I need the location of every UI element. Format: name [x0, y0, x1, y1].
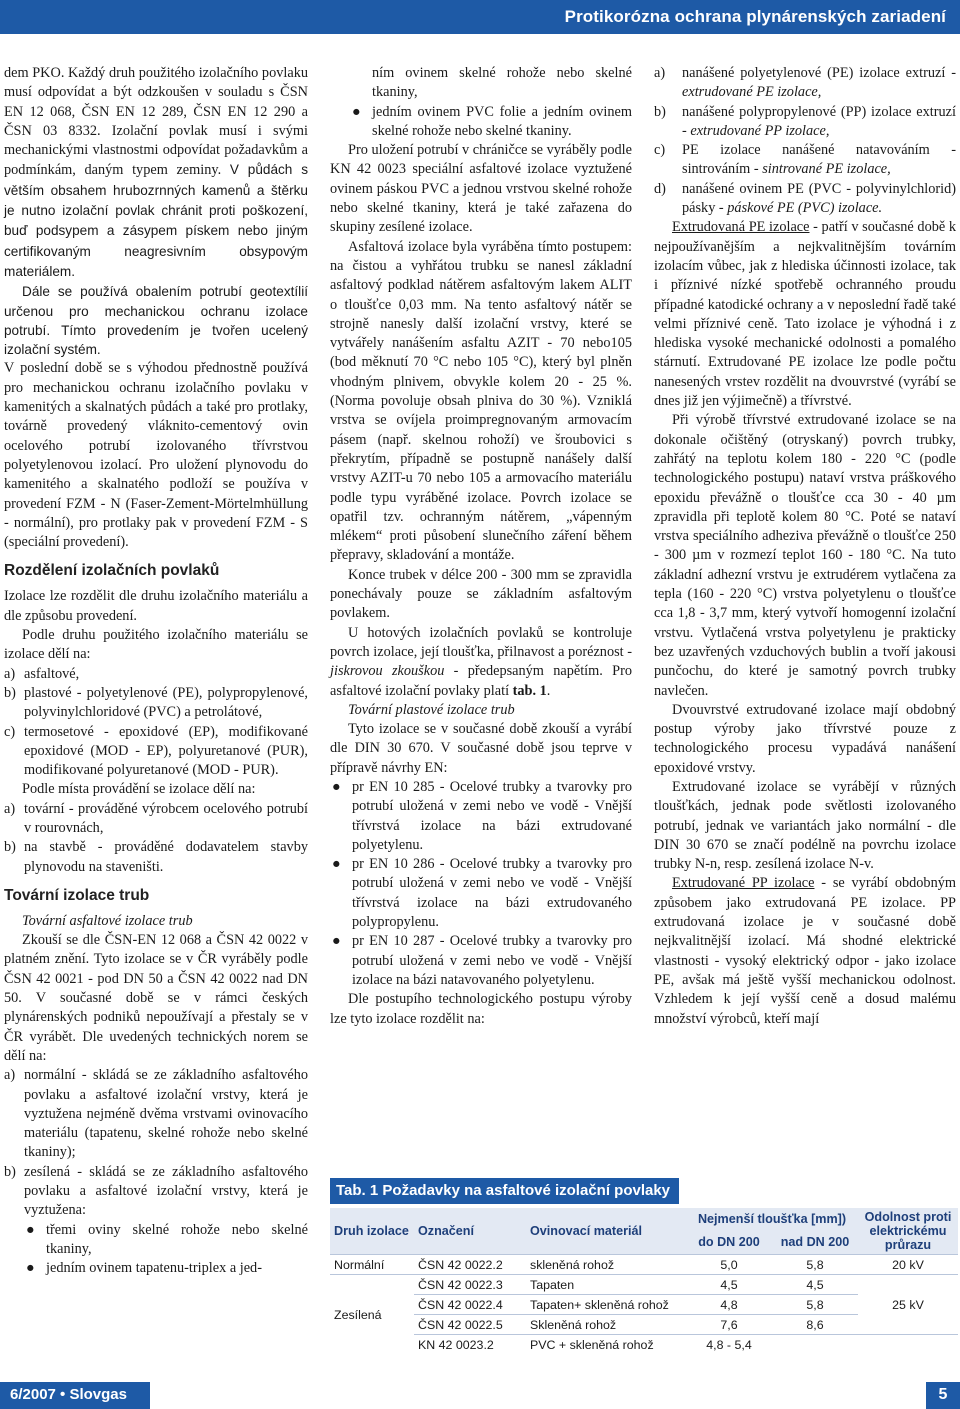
list-text-italic: sintrované PE izolace,	[762, 161, 891, 178]
column-3	[654, 64, 956, 1029]
paragraph: Dvouvrstvé extrudované izolace mají obdobný postup výroby jako třívrstvé pouze z technologického procesu vypadává nanášení epoxidové vrstvy.	[654, 701, 956, 776]
term-underlined: Extrudované PP izolace	[672, 875, 815, 892]
list-text: normální - skládá se ze základního asfaltového povlaku a asfaltové izolační vrstvy, která je vyztužena nejméně dvěma vrstvami ovinovacího materiálu (tapatenu, skelné rohože nebo skelné tkaniny);	[24, 1067, 308, 1161]
bullet-dot-icon: ●	[332, 856, 341, 873]
cell-do: 4,8	[686, 1295, 772, 1315]
en-draft-list	[330, 778, 632, 990]
list-item	[330, 855, 632, 932]
list-label: a)	[4, 1067, 16, 1084]
list-text: pr EN 10 286 - Ocelové trubky a tvarovky pro potrubí uložená v zemi nebo ve vodě - Vnější třívrstvá izolace na bázi extrudovaného polypropylenu.	[352, 856, 632, 931]
section-heading: Tovární izolace trub	[4, 886, 150, 904]
list-label: c)	[654, 142, 666, 159]
cell-do: 5,0	[686, 1255, 772, 1275]
requirements-table	[330, 1208, 958, 1355]
cell-druh: Normální	[330, 1255, 414, 1275]
cell-nad: 5,8	[772, 1255, 858, 1275]
cell-nad: 8,6	[772, 1315, 858, 1335]
list-label: b)	[4, 1163, 16, 1180]
reinforcement-list	[4, 1221, 308, 1279]
list-text: jedním ovinem PVC folie a jedním ovinem skelné rohože nebo skelné tkaniny.	[372, 103, 632, 139]
list-text: PE izolace nanášené natavováním - sintrováním -	[682, 142, 956, 178]
list-label: b)	[654, 103, 666, 120]
bullet-dot-icon: ●	[26, 1260, 35, 1277]
list-text: pr EN 10 287 - Ocelové trubky a tvarovky pro potrubí uložená v zemi nebo ve vodě - Vnější izolace na bázi natavovaného polyetylenu.	[352, 933, 632, 988]
paragraph: Podle místa provádění se izolace dělí na:	[22, 781, 256, 798]
paragraph	[654, 218, 956, 411]
header-druh: Druh izolace	[330, 1208, 414, 1255]
list-item	[330, 932, 632, 990]
bullet-dot-icon: ●	[332, 933, 341, 950]
cell-material: PVC + skleněná rohož	[526, 1335, 686, 1355]
cell-material: Skleněná rohož	[526, 1315, 686, 1335]
list-text-italic: extrudované PE izolace,	[682, 84, 822, 101]
header-bar	[0, 0, 960, 34]
list-item	[4, 684, 308, 723]
term-underlined: Extrudovaná PE izolace	[672, 219, 810, 236]
list-item	[654, 64, 956, 103]
paragraph: dem PKO. Každý druh použitého izolačního povlaku musí odpovídat a být odzkoušen v souladu s ČSN EN 12 068, ČSN EN 12 289, ČSN EN 12 290 a ČSN 03 8332. Izolační povlak musí i svými mechanickými vlastnostmi odpovídat požadavkům a podmínkám, daným typem zeminy.	[4, 65, 308, 179]
table-title: Tab. 1 Požadavky na asfaltové izolační povlaky	[330, 1178, 679, 1204]
text-run: - se vyrábí obdobným způsobem jako extrudovaná PE izolace. PP extrudovaná izolace je v současné době nejkvalitnější izolací. Má shodné elektrické vlastnosti - vysoký elektrický odpor - jako izolace PE, avšak má ještě vyšší mechanickou odolnost. Vzhledem k její vyšší ceně a dosud malému množství výrobců, kteří mají	[654, 875, 956, 1027]
list-item	[654, 180, 956, 219]
plastic-type-list	[654, 64, 956, 218]
list-text-italic: extrudované PP izolace,	[690, 122, 830, 139]
page-number: 5	[926, 1382, 960, 1409]
list-text: plastové - polyetylenové (PE), polypropylenové, polyvinylchloridové (PVC) a petrolátové,	[24, 684, 308, 721]
list-label: b)	[4, 684, 16, 701]
paragraph	[330, 624, 632, 701]
list-item	[4, 800, 308, 839]
material-list	[4, 665, 308, 781]
header-odolnost: Odolnost proti elektrickému průrazu	[858, 1208, 958, 1255]
list-text-italic: páskové PE (PVC) izolace.	[727, 200, 883, 217]
list-item	[4, 723, 308, 781]
header-ovinovaci: Ovinovací materiál	[526, 1208, 686, 1255]
list-text: na stavbě - prováděné dodavatelem stavby plynovodu na staveništi.	[24, 839, 308, 875]
cell-do: 4,5	[686, 1275, 772, 1295]
list-text: pr EN 10 285 - Ocelové trubky a tvarovky pro potrubí uložená v zemi nebo ve vodě - Vnější třívrstvá izolace na bázi extrudované polyetylenu.	[352, 778, 632, 853]
cell-do: 4,8 - 5,4	[686, 1335, 772, 1355]
cell-oznaceni: ČSN 42 0022.4	[414, 1295, 526, 1315]
cell-odolnost: 20 kV	[858, 1255, 958, 1275]
list-item	[350, 103, 632, 142]
cell-material: skleněná rohož	[526, 1255, 686, 1275]
list-item	[654, 103, 956, 142]
bullet-dot-icon: ●	[352, 103, 361, 120]
paragraph: Asfaltová izolace byla vyráběna tímto postupem: na čistou a vyhřátou trubku se nanesl základní asfaltový podklad nátěrem asfaltovým lakem ALIT o tloušťce 0,03 mm. Na tento asfaltový nátěr se strojně nanesly další izolační vrstvy, které se vytvářely nanášením asfaltu AZIT - 70 nebo105 (bod měknutí 70 °C nebo 105 °C), který byl plněn vhodným plnivem, obvykle kolem 20 - 25 %. (Norma povoluje obsah plniva do 30 %). Vzniklá vrstva se ovíjela proimpregnovaným armovacím pásem (např. skelnou rohoží) ve šroubovici s překrytím, případně se postupně nanášely další vrstvy AZIT-u 70 nebo 105 a armovacího materiálu podle typu vyráběné izolace. Povrch izolace se opatřil tzv. ochranným nátěrem, „vápenným mlékem“ proti působení slunečního záření během přepravy, skladování a montáže.	[330, 238, 632, 564]
header-nad-dn: nad DN 200	[772, 1231, 858, 1255]
list-text: nanášené polypropylenové (PP) izolace extruzí -	[682, 103, 956, 139]
reinforcement-list-continued	[330, 103, 632, 142]
list-item	[4, 838, 308, 877]
paragraph: Zkouší se dle ČSN-EN 12 068 a ČSN 42 0022 v platném znění. Tyto izolace se v ČR vyráběly podle ČSN 42 0021 - pod DN 50 a ČSN 42 0022 nad DN 50. V současné době se v rámci českých plynárenských podniků nepoužívají a přestaly se v ČR vyrábět. Dle uvedených technických norem se dělí na:	[4, 932, 308, 1064]
cell-nad	[772, 1335, 858, 1355]
text-run: .	[546, 682, 551, 699]
paragraph: ním ovinem skelné rohože nebo skelné tkaniny,	[372, 65, 632, 101]
cell-material: Tapaten	[526, 1275, 686, 1295]
list-text: termosetové - epoxidové (EP), modifikované epoxidové (MOD - EP), polyuretanové (PUR), modifikované polyuretanové (MOD - PUR).	[24, 723, 308, 779]
list-label: a)	[4, 800, 16, 817]
column-1	[4, 64, 308, 1279]
text-run: - patří v současné době k nejpoužívanějším a nejkvalitnějším továrním izolacím vůbec, jak z hlediska účinnosti izolace, tak i příznivé nízké spotřebě ochranného proudu případné katodické ochrany a v neposlední řadě také velmi příznivé ceně. Tato izolace je výhodná i z hlediska vysoké mechanické odolnosti a pomalého stárnutí. Extrudované PE izolace lze podle počtu nanesených vrstev rozdělit na dvouvrstvé (vyrábí se dnes již jen výjimečně) a třívrstvé.	[654, 219, 957, 410]
list-text: tovární - prováděné výrobcem ocelového potrubí v rourovnách,	[24, 800, 308, 836]
list-text: zesílená - skládá se ze základního asfaltového povlaku a asfaltové izolační vrstvy, která je vyztužena:	[24, 1163, 308, 1219]
list-text: asfaltové,	[24, 665, 80, 682]
text-run: - předepsaným napětím. Pro asfaltové izolační povlaky platí	[330, 663, 632, 699]
list-text: nanášené ovinem PE (PVC - polyvinylchlorid) pásky -	[682, 180, 956, 217]
cell-nad: 5,8	[772, 1295, 858, 1315]
paragraph: Izolace lze rozdělit dle druhu izolačního materiálu a dle způsobu provedení.	[4, 588, 308, 624]
column-2	[330, 64, 632, 1029]
subheading: Tovární plastové izolace trub	[348, 701, 515, 718]
table-row	[330, 1255, 958, 1275]
cell-odolnost: 25 kV	[858, 1275, 958, 1335]
paragraph: Konce trubek v délce 200 - 300 mm se zpravidla ponechávaly pouze se základním asfaltovým povlakem.	[330, 566, 632, 622]
cell-nad: 4,5	[772, 1275, 858, 1295]
cell-material: Tapaten+ skleněná rohož	[526, 1295, 686, 1315]
subheading: Tovární asfaltové izolace trub	[22, 912, 193, 929]
list-item	[4, 1066, 308, 1162]
bullet-dot-icon: ●	[26, 1221, 35, 1238]
header-do-dn: do DN 200	[686, 1231, 772, 1255]
bullet-dot-icon: ●	[332, 778, 341, 795]
header-tloustka: Nejmenší tloušťka [mm])	[686, 1208, 858, 1231]
text-run: U hotových izolačních povlaků se kontroluje povrch izolace, její tloušťka, přilnavost a poréznost -	[330, 624, 632, 660]
list-item	[4, 665, 308, 684]
list-text: třemi oviny skelné rohože nebo skelné tkaniny,	[46, 1221, 308, 1257]
list-item	[24, 1221, 308, 1260]
paragraph: Podle druhu použitého izolačního materiálu se izolace dělí na:	[4, 627, 308, 663]
cell-druh: Zesílená	[330, 1275, 414, 1355]
cell-oznaceni: KN 42 0023.2	[414, 1335, 526, 1355]
list-item	[24, 1259, 308, 1278]
norm-type-list	[4, 1066, 308, 1220]
paragraph: Extrudované izolace se vyrábějí v různých tloušťkách, jednak pode světlosti izolovaného potrubí, jednak ve variantách jako normální - dle DIN 30 670 se značí podélně na povrchu izolace trubky N-n, resp. zesílená izolace N-v.	[654, 778, 956, 873]
table-row	[330, 1335, 958, 1355]
cell-oznaceni: ČSN 42 0022.2	[414, 1255, 526, 1275]
cell-oznaceni: ČSN 42 0022.5	[414, 1315, 526, 1335]
footer-issue: 6/2007 • Slovgas	[0, 1382, 150, 1409]
paragraph: V půdách s větším obsahem hrubozrnných kamenů a štěrku je nutno izolační povlak chránit proti poškození, buď podsypem a zásypem pískem nebo jiným certifikovaným neagresivním obsypovým materiálem.	[4, 162, 308, 279]
paragraph: Tyto izolace se v současné době zkouší a vyrábí dle DIN 30 670. V současné době jsou teprve v přípravě návrhy EN:	[330, 721, 632, 776]
cell-odolnost	[858, 1335, 958, 1355]
list-label: d)	[654, 180, 666, 197]
paragraph: V poslední době se s výhodou přednostně používá pro mechanickou ochranu izolačního povlaku v kamenitých a skalnatých půdách a také pro protlaky, továrně provedený vláknito-cementový ovin ocelového potrubí izolovaného třívrstvou polyetylenovou izolací. Pro uložení plynovodu do kamenitého a skalnatého podloží se používa v provedení FZM - N (Faser-Zement-Mörtelmhüllung - normální), pro protlaky pak v provedení FZM - S (speciální provedení).	[4, 360, 308, 551]
list-label: c)	[4, 723, 16, 740]
list-item	[4, 1163, 308, 1221]
list-item	[654, 141, 956, 180]
cell-do: 7,6	[686, 1315, 772, 1335]
list-label: b)	[4, 839, 16, 856]
paragraph: Při výrobě třívrstvé extrudované izolace se na dokonale očištěný (otryskaný) povrch trubky, zahřátý na teplotu kolem 180 - 220 °C (podle technologického postupu) nataví vrstva práškového epoxidu převážně o tloušťce cca 30 - 40 µm zpravidla při teplotě kolem 80 °C. Poté se nataví vrstva speciálního adheziva převážně o tloušťce 250 - 300 µm v rozmezí teplot 160 - 180 °C. Na tuto základní adhezní vrstvu je extrudérem vytlačena za tepla (160 - 220 °C) vrstva polyetylenu o tloušťce cca 1,8 - 3,7 mm, který vytvoří homogenní izolační vrstvu. Vytlačená vrstva polyetylenu je prakticky bez uzavřených vzduchových bublin a tvoří jakousi punčochu, do které je samotný povrch trubky navlečen.	[654, 412, 956, 699]
list-text: jedním ovinem tapatenu-triplex a jed-	[46, 1260, 262, 1277]
list-text: nanášené polyetylenové (PE) izolace extruzí -	[682, 65, 956, 81]
paragraph: Pro uložení potrubí v chráničce se vyráběly podle KN 42 0023 speciální asfaltové izolace vyztužené ovinem páskou PVC a jednou vrstvou skelné rohože nebo skelné tkaniny, která je také zařazena do skupiny zesílené izolace.	[330, 142, 632, 236]
header-title: Protikorózna ochrana plynárenských zariadení	[564, 7, 946, 26]
list-label: a)	[654, 65, 666, 81]
header-oznaceni: Označení	[414, 1208, 526, 1255]
list-label: a)	[4, 665, 16, 682]
section-heading: Rozdělení izolačních povlaků	[4, 562, 220, 580]
place-list	[4, 800, 308, 877]
paragraph: Dle postupího technologického postupu výroby lze tyto izolace rozdělit na:	[330, 991, 632, 1027]
table-row	[330, 1275, 958, 1295]
paragraph	[654, 874, 956, 1028]
paragraph: Dále se používá obalením potrubí geotextílií určenou pro mechanickou ochranu izolace potrubí. Tímto provedením je tvořen ucelený izolační systém.	[4, 284, 308, 358]
text-run: jiskrovou zkouškou	[330, 663, 445, 680]
list-item	[330, 778, 632, 855]
cell-oznaceni: ČSN 42 0022.3	[414, 1275, 526, 1295]
table-reference: tab. 1	[512, 682, 547, 699]
